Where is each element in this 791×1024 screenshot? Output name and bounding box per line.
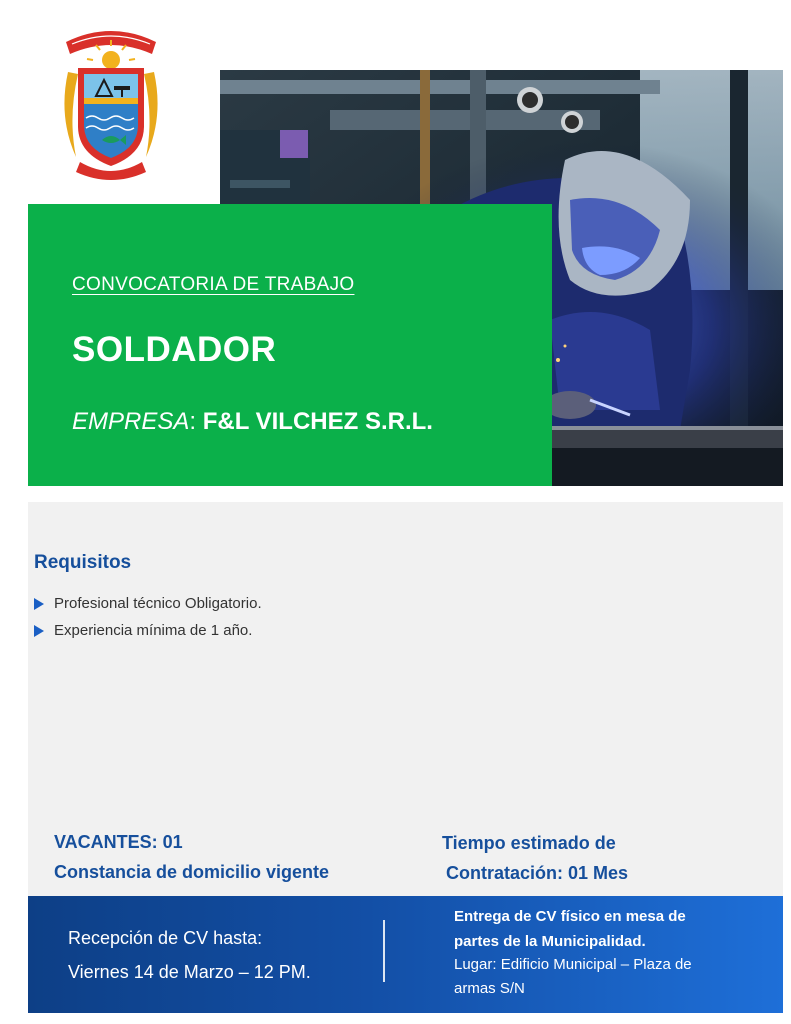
- title-block: [28, 204, 552, 486]
- company-line: [72, 408, 433, 436]
- hiring-time-line2: Contratación: 01 Mes: [446, 863, 629, 883]
- requirements-list: [34, 590, 262, 644]
- delivery-instructions-line2: partes de la Municipalidad.: [454, 933, 646, 950]
- reception-deadline-label: Recepción de CV hasta:: [68, 928, 263, 948]
- info-panel: [28, 502, 783, 896]
- requirement-text: Profesional técnico Obligatorio.: [54, 595, 262, 612]
- municipal-crest-icon: [58, 22, 164, 180]
- requirement-text: Experiencia mínima de 1 año.: [54, 622, 253, 639]
- footer-divider: [383, 920, 385, 982]
- triangle-bullet-icon: [34, 598, 44, 610]
- company-name: F&L VILCHEZ S.R.L.: [202, 408, 433, 435]
- company-separator: :: [189, 408, 203, 435]
- footer-band: [28, 896, 783, 1013]
- location-line1: Lugar: Edificio Municipal – Plaza de: [454, 956, 692, 973]
- hiring-time-line1: Tiempo estimado de: [442, 833, 616, 853]
- location-line2: armas S/N: [454, 980, 525, 997]
- residence-requirement: Constancia de domicilio vigente: [54, 862, 330, 882]
- requirement-item: [34, 617, 262, 644]
- triangle-bullet-icon: [34, 625, 44, 637]
- job-title: SOLDADOR: [72, 330, 277, 369]
- delivery-instructions-line1: Entrega de CV físico en mesa de: [454, 908, 686, 925]
- requirements-heading: Requisitos: [34, 552, 132, 573]
- announcement-kicker: CONVOCATORIA DE TRABAJO: [72, 274, 355, 295]
- requirement-item: [34, 590, 262, 617]
- vacancies-text: VACANTES: 01: [54, 832, 183, 852]
- company-label: EMPRESA: [72, 408, 190, 435]
- reception-deadline-date: Viernes 14 de Marzo – 12 PM.: [68, 962, 311, 982]
